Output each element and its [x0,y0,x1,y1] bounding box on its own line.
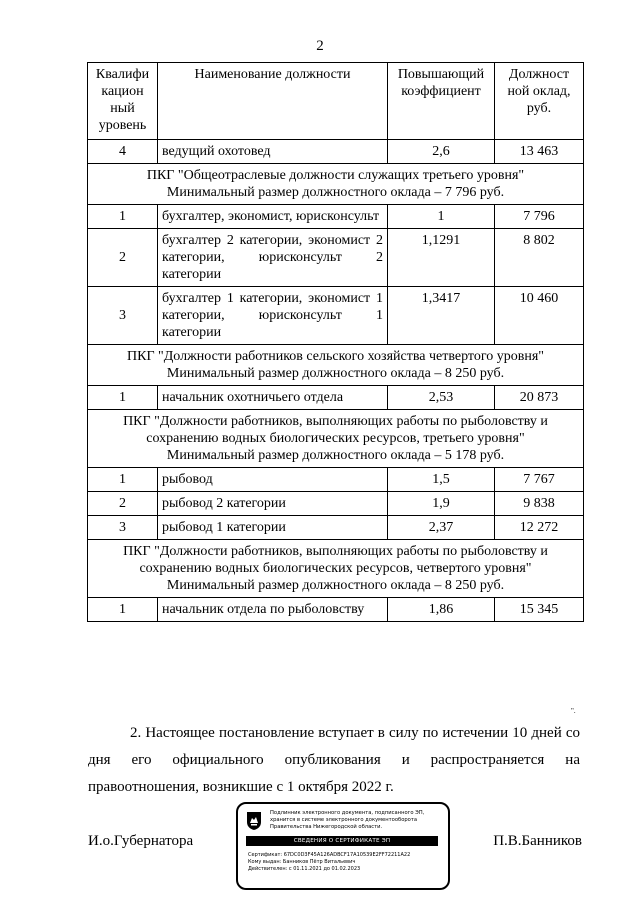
header-position: Наименование должности [158,63,388,140]
table-header-row [88,63,584,140]
table-row [88,516,584,540]
group-heading-row [88,410,584,468]
table-row [88,598,584,622]
cell-position: рыбовод 1 категории [158,516,388,540]
cell-coefficient: 2,53 [388,386,495,410]
table-row [88,492,584,516]
cell-level: 3 [88,287,158,345]
salary-table [87,62,584,622]
signer-title: И.о.Губернатора [88,833,194,849]
stamp-owner: Кому выдан: Банников Пётр Витальевич [248,859,356,865]
group-heading-line: Минимальный размер должностного оклада – 8 250 руб. [166,366,505,381]
closing-quote: ". [571,707,576,715]
cell-coefficient: 1,86 [388,598,495,622]
group-heading-row [88,345,584,386]
table-row [88,287,584,345]
cell-position: рыбовод 2 категории [158,492,388,516]
cell-level: 1 [88,598,158,622]
page-number: 2 [316,38,324,54]
group-heading [88,410,584,468]
header-coefficient: Повышающий коэффициент [388,63,495,140]
table-row [88,140,584,164]
cell-level: 2 [88,492,158,516]
cell-salary: 9 838 [495,492,584,516]
cell-position: начальник отдела по рыболовству [158,598,388,622]
cell-level: 1 [88,205,158,229]
group-heading-line: ПКГ "Должности работников сельского хозяйства четвертого уровня" [127,349,544,364]
cell-coefficient: 1,1291 [388,229,495,287]
cell-coefficient: 1,5 [388,468,495,492]
group-heading-line: Минимальный размер должностного оклада – 5 178 руб. [166,448,505,463]
signer-name: П.В.Банников [493,833,582,849]
cell-salary: 10 460 [495,287,584,345]
coat-of-arms-icon [246,811,262,831]
cell-salary: 15 345 [495,598,584,622]
stamp-valid: Действителен: с 01.11.2021 до 01.02.2023 [248,866,361,872]
group-heading [88,164,584,205]
stamp-details [248,852,442,873]
cell-coefficient: 1,3417 [388,287,495,345]
header-level: Квалифи кацион ный уровень [88,63,158,140]
cell-level: 1 [88,468,158,492]
group-heading-row [88,164,584,205]
group-heading-line: ПКГ "Должности работников, выполняющих работы по рыболовству и сохранению водных биологических ресурсов, четвертого уровня" [123,544,548,576]
digital-signature-stamp [236,802,450,890]
cell-level: 1 [88,386,158,410]
cell-level: 3 [88,516,158,540]
cell-salary: 13 463 [495,140,584,164]
group-heading-row [88,540,584,598]
stamp-notice: Подлинник электронного документа, подписанного ЭП, хранится в системе электронного документооборота Правительства Нижегородской области. [270,810,425,830]
group-heading-line: ПКГ "Должности работников, выполняющих работы по рыболовству и сохранению водных биологических ресурсов, третьего уровня" [123,414,548,446]
group-heading-line: ПКГ "Общеотраслевые должности служащих третьего уровня" [146,168,525,183]
effective-date-paragraph: 2. Настоящее постановление вступает в силу по истечении 10 дней со дня его официального опубликования и распространяется на правоотношения, возникшие с 1 октября 2022 г. [88,725,580,795]
table-row [88,386,584,410]
group-heading [88,345,584,386]
table-row [88,229,584,287]
cell-salary: 12 272 [495,516,584,540]
cell-salary: 7 767 [495,468,584,492]
cell-coefficient: 1 [388,205,495,229]
table-row [88,468,584,492]
group-heading-line: Минимальный размер должностного оклада – 8 250 руб. [166,578,505,593]
cell-position: бухгалтер 2 категории, экономист 2 категории, юрисконсульт 2 категории [158,229,388,287]
group-heading-line: Минимальный размер должностного оклада – 7 796 руб. [166,185,505,200]
cell-coefficient: 2,37 [388,516,495,540]
cell-salary: 20 873 [495,386,584,410]
cell-position: ведущий охотовед [158,140,388,164]
cell-coefficient: 1,9 [388,492,495,516]
cell-position: начальник охотничьего отдела [158,386,388,410]
cell-level: 2 [88,229,158,287]
cell-level: 4 [88,140,158,164]
cell-position: бухгалтер 1 категории, экономист 1 категории, юрисконсульт 1 категории [158,287,388,345]
cell-salary: 7 796 [495,205,584,229]
cell-position: бухгалтер, экономист, юрисконсульт [158,205,388,229]
stamp-band: СВЕДЕНИЯ О СЕРТИФИКАТЕ ЭП [246,836,438,846]
stamp-certificate: Сертификат: 67DC0D3F45A126ADBCF17A10539E2FF72211A22 [248,852,411,858]
cell-coefficient: 2,6 [388,140,495,164]
table-row [88,205,584,229]
group-heading [88,540,584,598]
header-salary: Должност ной оклад, руб. [495,63,584,140]
cell-salary: 8 802 [495,229,584,287]
cell-position: рыбовод [158,468,388,492]
